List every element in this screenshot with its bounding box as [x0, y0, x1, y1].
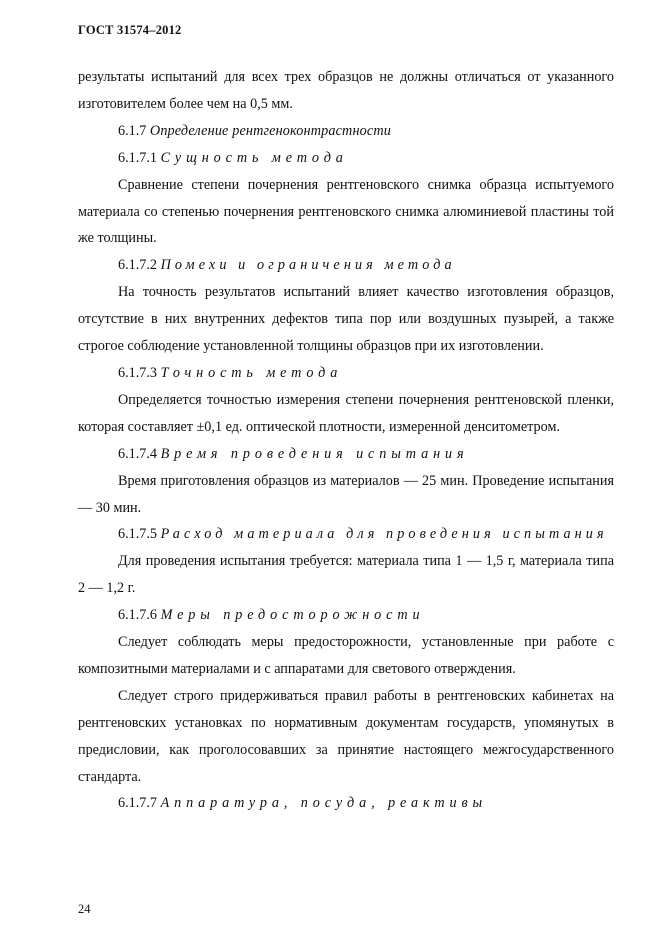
section-heading-6-1-7-1 — [78, 145, 614, 172]
document-header: ГОСТ 31574–2012 — [78, 23, 182, 37]
section-number: 6.1.7.2 — [118, 257, 158, 274]
section-number: 6.1.7.7 — [118, 795, 158, 812]
section-title: Расход материала для проведения испытания — [160, 526, 608, 543]
section-heading-6-1-7-2 — [78, 252, 614, 279]
paragraph-6-1-7-5: Для проведения испытания требуется: материала типа 1 — 1,5 г, материала типа 2 — 1,2 г. — [78, 553, 614, 597]
section-number: 6.1.7.6 — [118, 607, 158, 624]
section-title: Меры предосторожности — [160, 607, 425, 624]
section-title: Помехи и ограничения метода — [160, 257, 456, 274]
paragraph-intro: результаты испытаний для всех трех образцов не должны отличаться от указанного изготовителем более чем на 0,5 мм. — [78, 69, 614, 112]
section-heading-6-1-7-3 — [78, 360, 614, 387]
paragraph-6-1-7-2: На точность результатов испытаний влияет качество изготовления образцов, отсутствие в них внутренних дефектов типа пор или воздушных пузырей, а также строгое соблюдение установленной толщины образцов при их изготовлении. — [78, 284, 614, 355]
section-number: 6.1.7.4 — [118, 445, 158, 462]
paragraph-6-1-7-3: Определяется точностью измерения степени почернения рентгеновской пленки, которая составляет ±0,1 ед. оптической плотности, измеренной денситометром. — [78, 391, 614, 435]
section-number: 6.1.7.5 — [118, 526, 158, 543]
paragraph-6-1-7-1: Сравнение степени почернения рентгеновского снимка образца испытуемого материала со степенью почернения рентгеновского снимка алюминиевой пластины той же толщины. — [78, 176, 614, 247]
section-number: 6.1.7 — [118, 122, 147, 139]
document-body — [78, 64, 614, 817]
section-heading-6-1-7-4 — [78, 441, 614, 468]
section-heading-6-1-7-5 — [78, 521, 614, 548]
paragraph-6-1-7-4: Время приготовления образцов из материалов — 25 мин. Проведение испытания — 30 мин. — [78, 472, 614, 516]
section-heading-6-1-7-6 — [78, 602, 614, 629]
section-number: 6.1.7.1 — [118, 149, 158, 166]
section-number: 6.1.7.3 — [118, 364, 158, 381]
page-number: 24 — [78, 902, 91, 916]
section-heading-6-1-7-7 — [78, 790, 614, 817]
section-title: Определение рентгеноконтрастности — [149, 122, 391, 139]
section-title: Время проведения испытания — [160, 445, 469, 462]
paragraph-6-1-7-6-a: Следует соблюдать меры предосторожности, установленные при работе с композитными материалами и с аппаратами для светового отверждения. — [78, 634, 614, 677]
section-title: Аппаратура, посуда, реактивы — [160, 795, 488, 812]
section-title: Точность метода — [160, 364, 343, 381]
section-heading-6-1-7 — [78, 118, 614, 145]
paragraph-6-1-7-6-b: Следует строго придерживаться правил работы в рентгеновских кабинетах на рентгеновских установках по нормативным документам государств, упомянутых в предисловии, как проголосовавших за принятие настоящего межгосударственного стандарта. — [78, 687, 614, 785]
section-title: Сущность метода — [160, 149, 348, 166]
